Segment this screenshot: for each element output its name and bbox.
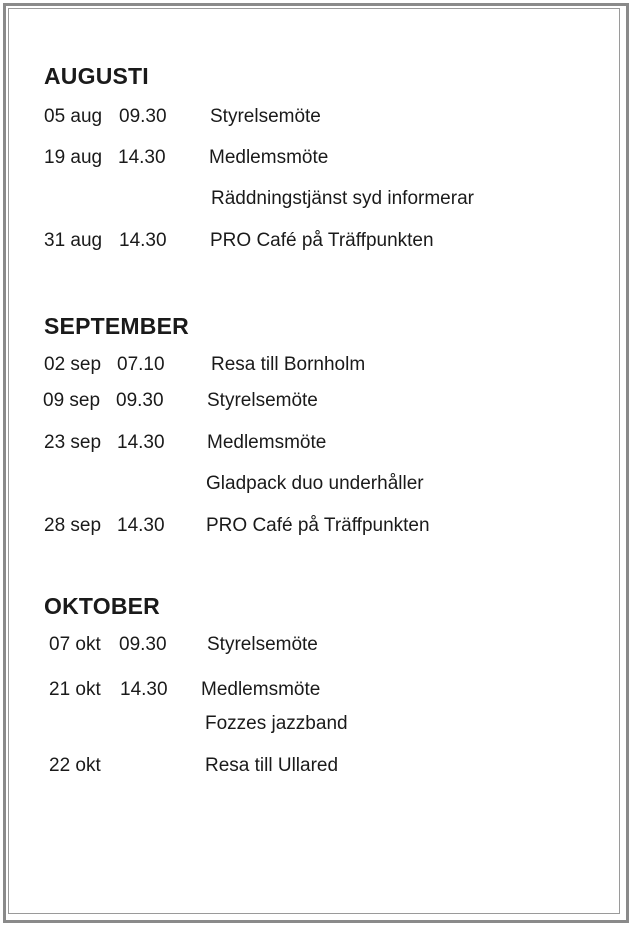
event-title: PRO Café på Träffpunkten bbox=[206, 515, 430, 536]
event-title: Styrelsemöte bbox=[207, 634, 318, 655]
event-time: 14.30 bbox=[118, 147, 166, 168]
event-time: 07.10 bbox=[117, 354, 165, 375]
event-date: 23 sep bbox=[44, 432, 102, 453]
event-time: 14.30 bbox=[119, 230, 167, 251]
event-title: Medlemsmöte bbox=[209, 147, 329, 168]
event-time: 14.30 bbox=[117, 515, 165, 536]
event-date: 21 okt bbox=[49, 679, 101, 700]
event-date: 22 okt bbox=[49, 755, 101, 776]
event-time: 09.30 bbox=[116, 390, 164, 411]
event-title: Medlemsmöte bbox=[201, 679, 321, 700]
event-title: PRO Café på Träffpunkten bbox=[210, 230, 434, 251]
event-time: 14.30 bbox=[117, 432, 165, 453]
event-title: Resa till Bornholm bbox=[211, 354, 366, 375]
event-date: 02 sep bbox=[44, 354, 102, 375]
event-date: 09 sep bbox=[43, 390, 101, 411]
inner-border bbox=[8, 8, 620, 914]
event-time: 09.30 bbox=[119, 634, 167, 655]
event-date: 05 aug bbox=[44, 106, 103, 127]
event-date: 07 okt bbox=[49, 634, 101, 655]
event-time: 09.30 bbox=[119, 106, 167, 127]
event-title: Styrelsemöte bbox=[210, 106, 321, 127]
event-note: Fozzes jazzband bbox=[205, 713, 348, 734]
event-time: 14.30 bbox=[120, 679, 168, 700]
section-heading-oktober: OKTOBER bbox=[44, 593, 160, 619]
event-title: Styrelsemöte bbox=[207, 390, 318, 411]
event-date: 19 aug bbox=[44, 147, 103, 168]
event-title: Resa till Ullared bbox=[205, 755, 339, 776]
event-note: Räddningstjänst syd informerar bbox=[211, 188, 474, 209]
event-title: Medlemsmöte bbox=[207, 432, 327, 453]
section-heading-augusti: AUGUSTI bbox=[44, 63, 149, 89]
section-heading-september: SEPTEMBER bbox=[44, 313, 189, 339]
event-date: 28 sep bbox=[44, 515, 102, 536]
event-note: Gladpack duo underhåller bbox=[206, 473, 424, 494]
event-date: 31 aug bbox=[44, 230, 103, 251]
